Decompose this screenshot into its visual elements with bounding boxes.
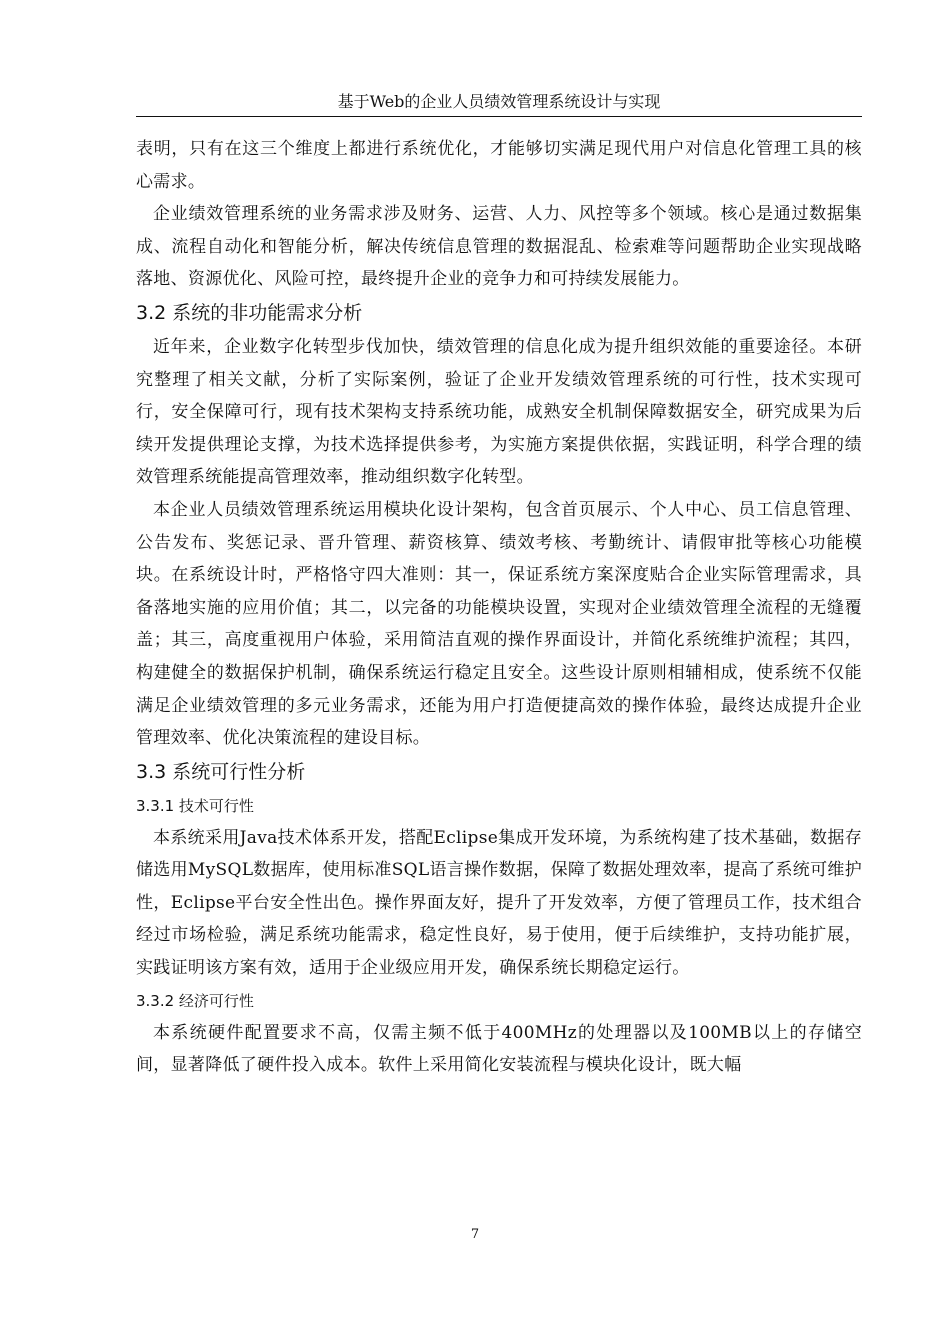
paragraph-intro-continuation: 表明，只有在这三个维度上都进行系统优化，才能够切实满足现代用户对信息化管理工具的核心需求。 xyxy=(136,139,862,192)
section-heading-3-3: 3.3 系统可行性分析 xyxy=(136,760,306,783)
paragraph-economic-feasibility: 本系统硬件配置要求不高，仅需主频不低于400MHz的处理器以及100MB以上的存储空间，显著降低了硬件投入成本。软件上采用简化安装流程与模块化设计，既大幅 xyxy=(136,1022,862,1076)
section-heading-3-2: 3.2 系统的非功能需求分析 xyxy=(136,301,363,324)
paragraph-nonfunctional-2: 本企业人员绩效管理系统运用模块化设计架构，包含首页展示、个人中心、员工信息管理、公告发布、奖惩记录、晋升管理、薪资核算、绩效考核、考勤统计、请假审批等核心功能模块。在系统设计时，严格恪守四大准则：其一，保证系统方案深度贴合企业实际管理需求，具备落地实施的应用价值；其二，以完备的功能模块设置，实现对企业绩效管理全流程的无缝覆盖；其三，高度重视用户体验，采用简洁直观的操作界面设计，并简化系统维护流程；其四，构建健全的数据保护机制，确保系统运行稳定且安全。这些设计原则相辅相成，使系统不仅能满足企业绩效管理的多元业务需求，还能为用户打造便捷高效的操作体验，最终达成提升企业管理效率、优化决策流程的建设目标。 xyxy=(136,499,862,749)
page-number: 7 xyxy=(470,1227,480,1242)
header-divider xyxy=(136,116,862,117)
running-header: 基于Web的企业人员绩效管理系统设计与实现 xyxy=(337,92,661,111)
subsection-heading-3-3-2: 3.3.2 经济可行性 xyxy=(136,991,254,1010)
paragraph-technical-feasibility: 本系统采用Java技术体系开发，搭配Eclipse集成开发环境，为系统构建了技术基础，数据存储选用MySQL数据库，使用标准SQL语言操作数据，保障了数据处理效率，提高了系统可维护性，Eclipse平台安全性出色。操作界面友好，提升了开发效率，方便了管理员工作，技术组合经过市场检验，满足系统功能需求，稳定性良好，易于使用，便于后续维护，支持功能扩展，实践证明该方案有效，适用于企业级应用开发，确保系统长期稳定运行。 xyxy=(136,827,862,979)
paragraph-business-needs: 企业绩效管理系统的业务需求涉及财务、运营、人力、风控等多个领域。核心是通过数据集成、流程自动化和智能分析，解决传统信息管理的数据混乱、检索难等问题帮助企业实现战略落地、资源优化、风险可控，最终提升企业的竞争力和可持续发展能力。 xyxy=(136,204,862,290)
subsection-heading-3-3-1: 3.3.1 技术可行性 xyxy=(136,796,254,815)
paragraph-nonfunctional-1: 近年来，企业数字化转型步伐加快，绩效管理的信息化成为提升组织效能的重要途径。本研究整理了相关文献，分析了实际案例，验证了企业开发绩效管理系统的可行性，技术实现可行，安全保障可行，现有技术架构支持系统功能，成熟安全机制保障数据安全，研究成果为后续开发提供理论支撑，为技术选择提供参考，为实施方案提供依据，实践证明，科学合理的绩效管理系统能提高管理效率，推动组织数字化转型。 xyxy=(136,336,862,488)
body-content xyxy=(136,133,862,1082)
